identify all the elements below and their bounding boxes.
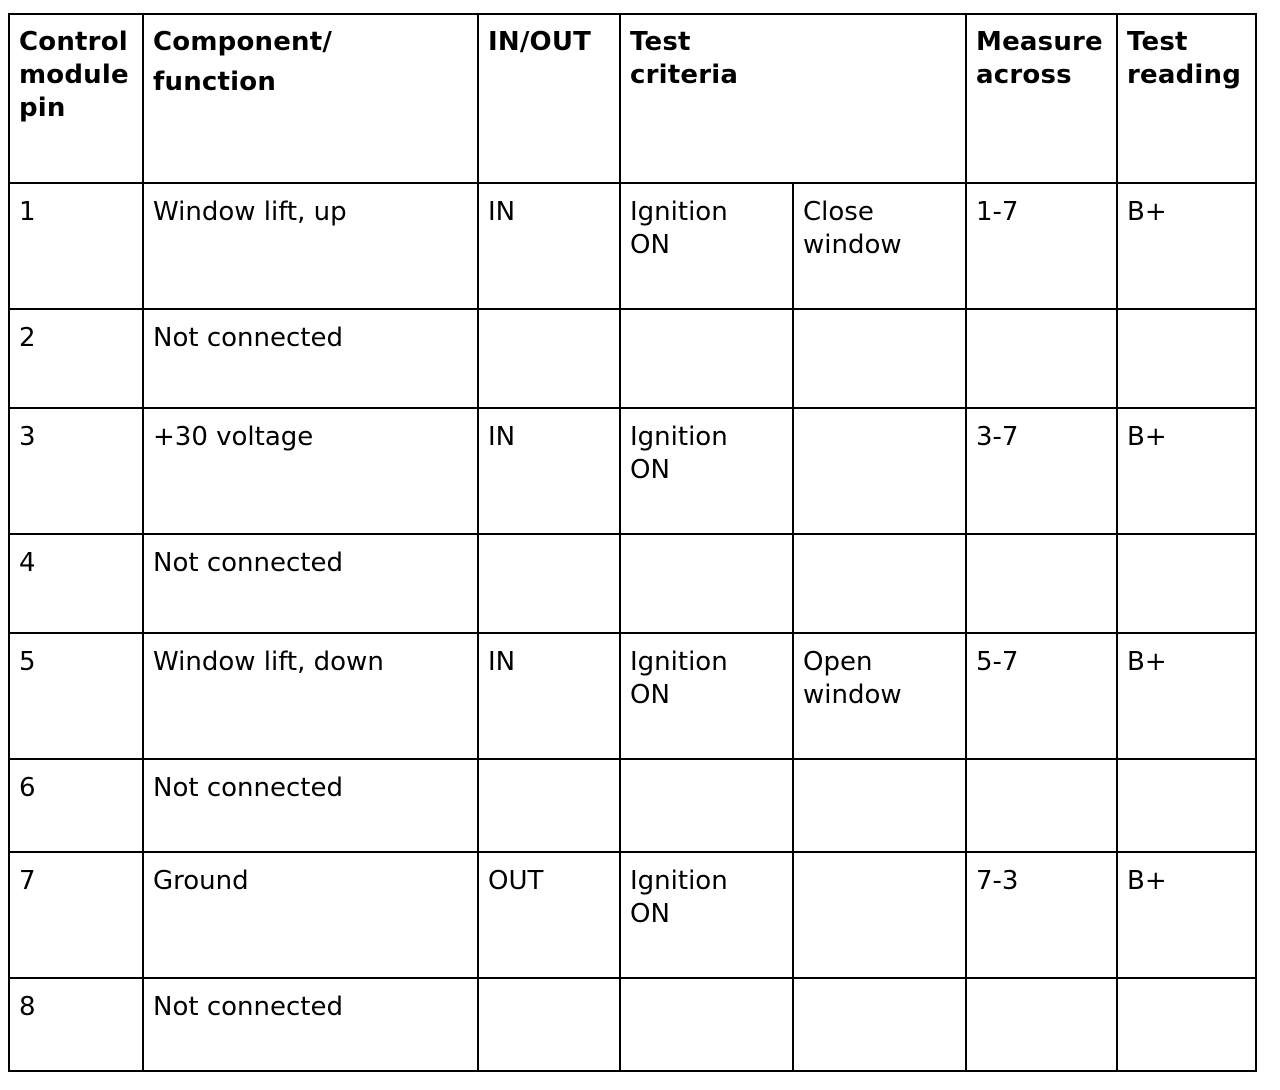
cell-criteria-action — [793, 759, 966, 852]
cell-criteria-action-line2: window — [803, 230, 902, 260]
cell-pin: 5 — [9, 633, 143, 759]
cell-component: Not connected — [143, 978, 478, 1071]
header-component-line2: function — [153, 67, 277, 97]
cell-measure — [966, 534, 1117, 633]
header-reading-line1: Test — [1127, 27, 1188, 57]
header-measure-line2: across — [976, 60, 1072, 90]
cell-component: Not connected — [143, 759, 478, 852]
header-component — [143, 14, 478, 183]
header-row — [9, 14, 1256, 183]
cell-criteria-action — [793, 534, 966, 633]
cell-reading: B+ — [1117, 408, 1256, 534]
header-pin-line3: pin — [19, 93, 66, 123]
cell-criteria-condition — [620, 852, 793, 978]
cell-criteria-action — [793, 183, 966, 309]
header-pin-line1: Control — [19, 27, 128, 57]
header-pin-line2: module — [19, 60, 129, 90]
cell-reading — [1117, 309, 1256, 408]
cell-criteria-condition — [620, 978, 793, 1071]
cell-criteria-condition-line1: Ignition — [630, 866, 728, 896]
cell-criteria-action — [793, 309, 966, 408]
cell-measure: 5-7 — [966, 633, 1117, 759]
header-reading-line2: reading — [1127, 60, 1242, 90]
cell-inout — [478, 309, 620, 408]
cell-inout — [478, 759, 620, 852]
cell-criteria-action-line2: window — [803, 680, 902, 710]
cell-pin: 1 — [9, 183, 143, 309]
table-row — [9, 534, 1256, 633]
cell-pin: 2 — [9, 309, 143, 408]
header-inout-text: IN/OUT — [488, 27, 592, 57]
cell-criteria-condition — [620, 633, 793, 759]
cell-component: +30 voltage — [143, 408, 478, 534]
cell-measure — [966, 978, 1117, 1071]
cell-inout: OUT — [478, 852, 620, 978]
cell-criteria-action-line1: Close — [803, 197, 874, 227]
header-measure-line1: Measure — [976, 27, 1103, 57]
cell-reading — [1117, 534, 1256, 633]
cell-component: Window lift, up — [143, 183, 478, 309]
table-row — [9, 183, 1256, 309]
cell-criteria-condition-line2: ON — [630, 230, 670, 260]
cell-criteria-action — [793, 978, 966, 1071]
cell-criteria-action — [793, 408, 966, 534]
cell-measure: 7-3 — [966, 852, 1117, 978]
cell-criteria-condition-line1: Ignition — [630, 197, 728, 227]
cell-criteria-condition-line1: Ignition — [630, 422, 728, 452]
cell-component: Window lift, down — [143, 633, 478, 759]
cell-inout: IN — [478, 633, 620, 759]
cell-pin: 6 — [9, 759, 143, 852]
cell-reading: B+ — [1117, 633, 1256, 759]
cell-measure: 1-7 — [966, 183, 1117, 309]
cell-pin: 7 — [9, 852, 143, 978]
cell-criteria-condition — [620, 309, 793, 408]
cell-reading: B+ — [1117, 183, 1256, 309]
cell-measure: 3-7 — [966, 408, 1117, 534]
table-row — [9, 978, 1256, 1071]
header-component-line1: Component/ — [153, 27, 333, 57]
cell-criteria-condition-line2: ON — [630, 899, 670, 929]
table-row — [9, 309, 1256, 408]
header-reading — [1117, 14, 1256, 183]
header-test-criteria-line2: criteria — [630, 60, 739, 90]
table-row — [9, 408, 1256, 534]
cell-criteria-condition — [620, 183, 793, 309]
cell-criteria-condition — [620, 408, 793, 534]
cell-pin: 4 — [9, 534, 143, 633]
cell-inout: IN — [478, 183, 620, 309]
header-test-criteria-line1: Test — [630, 27, 691, 57]
cell-reading — [1117, 978, 1256, 1071]
cell-component: Not connected — [143, 534, 478, 633]
table-row — [9, 852, 1256, 978]
cell-criteria-action — [793, 633, 966, 759]
cell-pin: 3 — [9, 408, 143, 534]
cell-reading — [1117, 759, 1256, 852]
pin-test-table — [8, 13, 1257, 1072]
header-measure — [966, 14, 1117, 183]
cell-component: Not connected — [143, 309, 478, 408]
cell-criteria-action — [793, 852, 966, 978]
cell-inout — [478, 534, 620, 633]
cell-criteria-condition-line1: Ignition — [630, 647, 728, 677]
cell-criteria-condition — [620, 534, 793, 633]
header-test-criteria — [620, 14, 966, 183]
cell-criteria-condition — [620, 759, 793, 852]
cell-measure — [966, 759, 1117, 852]
cell-criteria-action-line1: Open — [803, 647, 873, 677]
cell-inout — [478, 978, 620, 1071]
cell-measure — [966, 309, 1117, 408]
cell-reading: B+ — [1117, 852, 1256, 978]
cell-inout: IN — [478, 408, 620, 534]
cell-criteria-condition-line2: ON — [630, 455, 670, 485]
header-inout — [478, 14, 620, 183]
cell-component: Ground — [143, 852, 478, 978]
cell-criteria-condition-line2: ON — [630, 680, 670, 710]
header-pin — [9, 14, 143, 183]
table-row — [9, 759, 1256, 852]
table-row — [9, 633, 1256, 759]
cell-pin: 8 — [9, 978, 143, 1071]
